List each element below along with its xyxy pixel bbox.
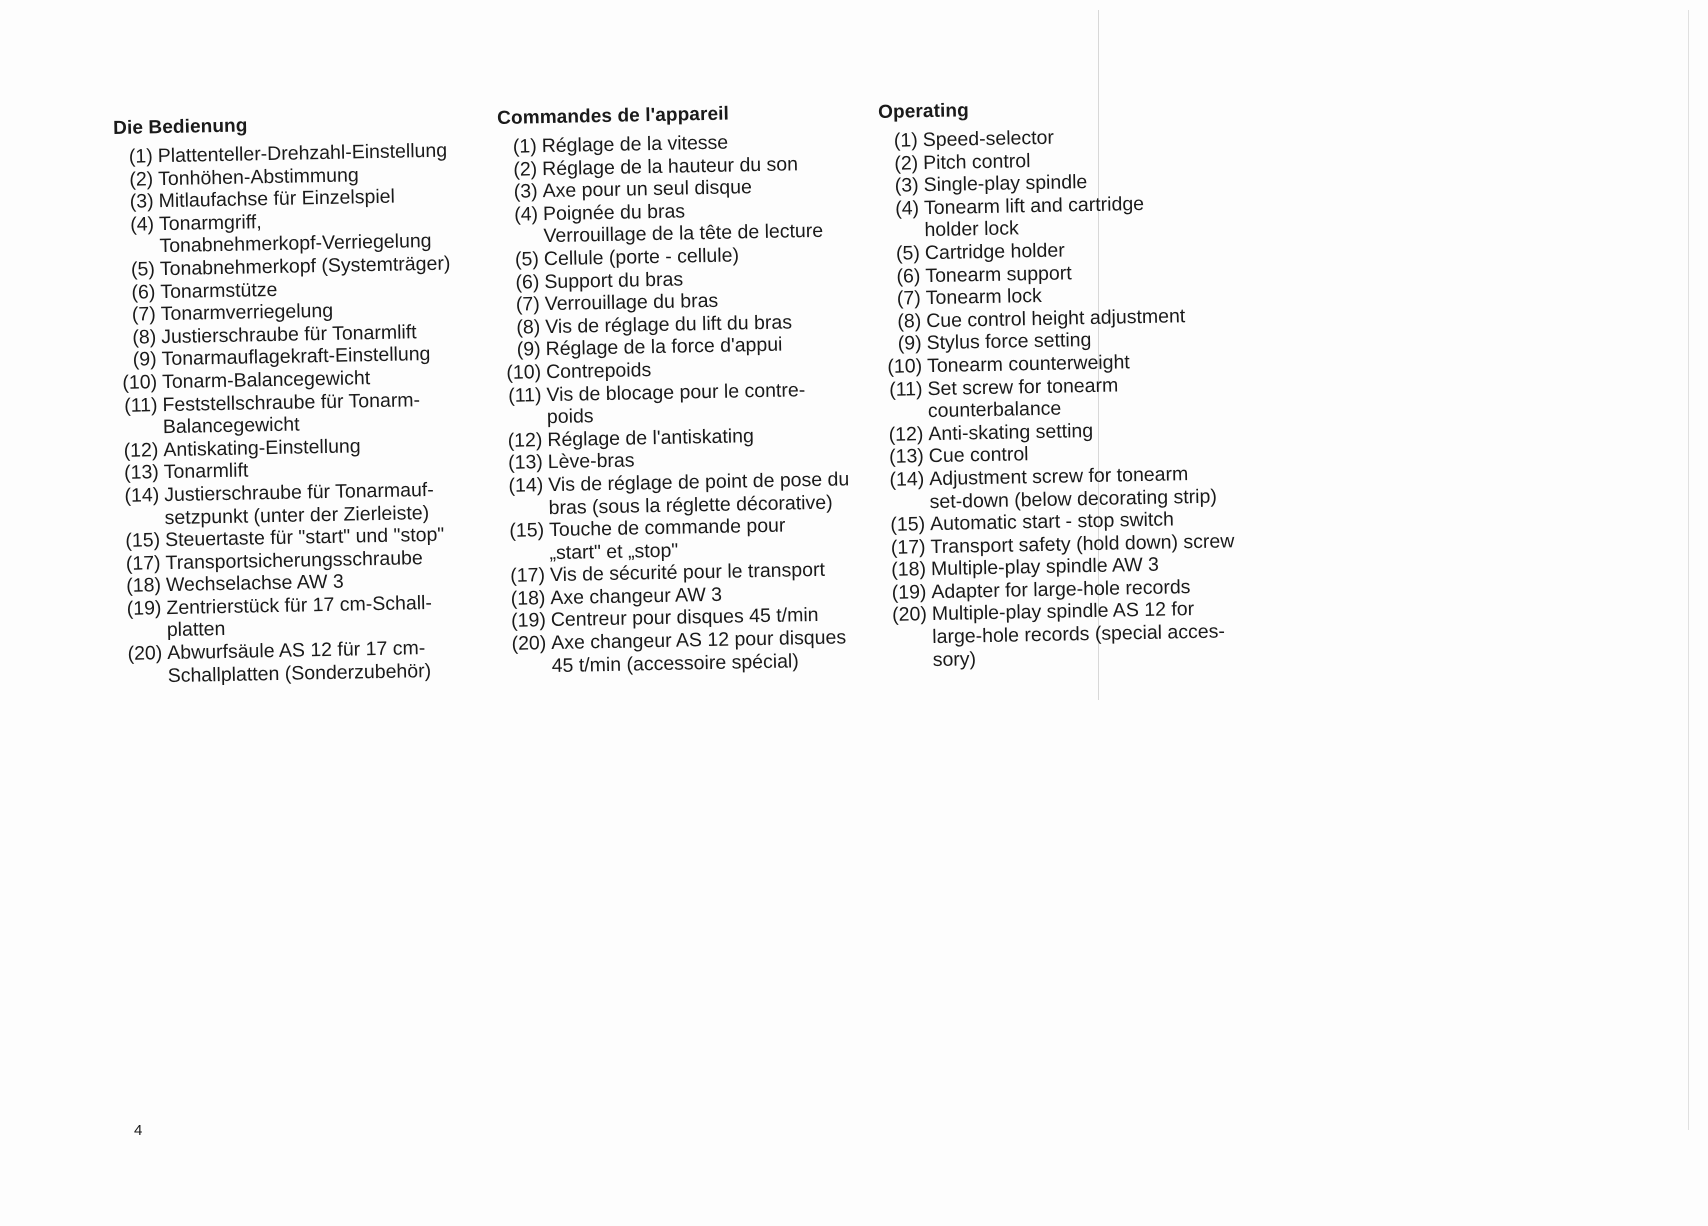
item-number: (2)	[894, 151, 919, 175]
item-text: Wechselachse AW 3	[165, 570, 344, 597]
item-text: Tonearm lock	[925, 285, 1042, 310]
item-number: (4)	[894, 197, 920, 220]
item-number: (14)	[889, 468, 925, 491]
english-item-list	[879, 122, 1289, 672]
item-number: (5)	[514, 248, 540, 271]
item-text: Tonarmauflagekraft-Einstellung	[161, 343, 431, 371]
item-text: Verrouillage du bras	[544, 289, 719, 316]
list-item	[502, 377, 903, 430]
item-text: Plattenteller-Drehzahl-Einstellung	[157, 139, 448, 168]
item-number: (17)	[510, 564, 546, 588]
item-number: (4)	[129, 213, 155, 236]
french-item-list	[498, 128, 908, 678]
item-number: (3)	[894, 174, 919, 197]
item-text: Réglage de la force d'appui	[545, 333, 783, 361]
list-item	[880, 190, 1281, 243]
item-text: Axe changeur AS 12 pour disques 45 t/min (accessoire spécial)	[551, 626, 847, 677]
item-text: Single-play spindle	[923, 171, 1088, 197]
list-item	[118, 387, 519, 440]
item-text: Tonhöhen-Abstimmung	[157, 163, 359, 190]
item-number: (3)	[129, 190, 154, 213]
item-text: Cue control height adjustment	[925, 304, 1186, 332]
item-text: Touche de commande pour „start" et „stop"	[548, 514, 786, 564]
item-number: (2)	[513, 157, 538, 181]
german-heading: Die Bedienung	[113, 115, 248, 139]
item-text: Antiskating-Einstellung	[163, 435, 361, 461]
english-column	[878, 94, 1289, 672]
item-number: (13)	[507, 451, 544, 475]
item-text: Abwurfsäule AS 12 für 17 cm- Schallplatten (Sonderzubehör)	[167, 637, 432, 687]
french-heading: Commandes de l'appareil	[497, 103, 730, 129]
list-item	[505, 512, 906, 565]
item-text: Tonearm counterweight	[926, 351, 1130, 378]
item-number: (12)	[888, 422, 924, 446]
item-number: (1)	[512, 135, 537, 158]
item-number: (7)	[896, 287, 921, 310]
item-number: (13)	[123, 461, 160, 485]
item-number: (18)	[891, 558, 927, 582]
item-number: (19)	[510, 609, 547, 633]
item-number: (19)	[126, 597, 162, 620]
item-text: Cue control	[928, 443, 1029, 468]
item-text: Zentrierstück für 17 cm-Schall- platten	[166, 591, 433, 642]
item-text: Adjustment screw for tonearm set-down (below decorating strip)	[929, 463, 1218, 513]
item-number: (6)	[131, 280, 156, 304]
item-number: (10)	[122, 371, 158, 394]
list-item	[888, 597, 1289, 672]
list-item	[499, 196, 900, 249]
item-number: (9)	[516, 338, 541, 362]
item-text: Tonarmgriff, Tonabnehmerkopf-Verriegelung	[158, 210, 432, 258]
item-number: (1)	[128, 145, 153, 168]
item-number: (3)	[513, 180, 538, 203]
item-number: (15)	[890, 513, 926, 536]
item-number: (13)	[888, 445, 925, 469]
item-text: Automatic start - stop switch	[929, 508, 1175, 536]
list-item	[120, 477, 521, 530]
item-number: (4)	[513, 203, 539, 226]
item-text: Tonarm-Balancegewicht	[161, 367, 371, 394]
item-text: Tonarmverriegelung	[160, 299, 334, 326]
item-number: (19)	[891, 581, 927, 604]
item-text: Feststellschraube für Tonarm- Balancegewicht	[162, 388, 421, 439]
item-text: Justierschraube für Tonarmauf- setzpunkt (unter der Zierleiste)	[164, 478, 434, 529]
list-item	[115, 206, 516, 259]
item-number: (9)	[132, 348, 157, 372]
list-item	[885, 461, 1286, 514]
item-number: (8)	[897, 309, 922, 333]
german-column	[113, 110, 524, 688]
item-number: (10)	[506, 361, 542, 384]
page-edge-line	[1688, 10, 1689, 1130]
item-number: (6)	[896, 264, 921, 288]
item-number: (20)	[891, 603, 928, 627]
item-number: (15)	[125, 529, 161, 552]
item-text: Justierschraube für Tonarmlift	[160, 320, 417, 348]
item-text: Vis de réglage de point de pose du bras (sous la réglette décorative)	[548, 468, 850, 519]
item-number: (14)	[124, 484, 160, 507]
item-text: Anti-skating setting	[928, 419, 1094, 445]
item-text: Vis de réglage du lift du bras	[544, 311, 793, 338]
item-number: (11)	[508, 383, 542, 407]
item-text: Transport safety (hold down) screw	[930, 529, 1235, 558]
item-text: Set screw for tonearm counterbalance	[927, 373, 1119, 423]
item-number: (8)	[516, 315, 541, 339]
item-text: Vis de sécurité pour le transport	[549, 559, 826, 587]
item-text: Réglage de l'antiskating	[547, 424, 755, 451]
item-text: Multiple-play spindle AS 12 for large-hole records (special acces- sory)	[931, 598, 1226, 671]
item-text: Tonearm lift and cartridge holder lock	[923, 192, 1145, 242]
item-text: Contrepoids	[545, 359, 652, 384]
item-number: (18)	[126, 574, 162, 598]
item-number: (11)	[124, 393, 158, 417]
list-item	[123, 635, 524, 688]
item-text: Steuertaste für "start" und "stop"	[164, 523, 445, 552]
item-text: Cellule (porte - cellule)	[543, 244, 740, 271]
item-text: Transportsicherungsschraube	[165, 546, 423, 574]
item-number: (15)	[509, 519, 545, 542]
item-text: Tonarmstütze	[160, 278, 278, 303]
item-number: (8)	[132, 325, 157, 349]
item-text: Réglage de la vitesse	[541, 131, 729, 158]
item-text: Vis de blocage pour le contre- poids	[546, 378, 806, 429]
item-text: Tonarmlift	[163, 459, 249, 484]
item-number: (14)	[508, 474, 544, 497]
list-item	[883, 371, 1284, 424]
item-text: Support du bras	[544, 268, 684, 293]
french-column	[497, 100, 908, 678]
item-text: Lève-bras	[547, 449, 635, 474]
list-item	[504, 467, 905, 520]
item-number: (11)	[889, 377, 923, 401]
item-number: (5)	[895, 242, 921, 265]
item-number: (17)	[125, 551, 161, 575]
item-text: Stylus force setting	[926, 329, 1092, 355]
list-item	[507, 625, 908, 678]
item-text: Axe changeur AW 3	[550, 583, 723, 609]
english-heading: Operating	[878, 100, 970, 123]
item-number: (10)	[887, 355, 923, 378]
item-number: (7)	[515, 293, 540, 316]
item-number: (1)	[893, 129, 918, 152]
item-number: (9)	[897, 332, 922, 356]
item-text: Centreur pour disques 45 t/min	[550, 604, 819, 632]
item-text: Axe pour un seul disque	[542, 176, 753, 203]
item-text: Multiple-play spindle AW 3	[930, 553, 1160, 581]
item-text: Adapter for large-hole records	[931, 575, 1191, 603]
item-number: (12)	[507, 428, 543, 452]
page-number: 4	[134, 1122, 143, 1139]
item-number: (20)	[511, 632, 547, 655]
item-text: Réglage de la hauteur du son	[541, 152, 799, 180]
item-text: Poignée du bras Verrouillage de la tête de lecture	[542, 200, 824, 248]
german-item-list	[114, 138, 524, 688]
item-number: (6)	[515, 270, 540, 294]
item-number: (18)	[510, 587, 546, 610]
item-text: Speed-selector	[922, 126, 1055, 152]
item-number: (12)	[123, 438, 159, 462]
item-number: (20)	[127, 642, 163, 665]
item-number: (17)	[890, 535, 926, 559]
item-text: Tonearm support	[925, 261, 1072, 287]
item-text: Mitlaufachse für Einzelspiel	[158, 185, 396, 213]
item-number: (7)	[131, 303, 156, 326]
item-text: Cartridge holder	[924, 239, 1065, 265]
item-number: (2)	[129, 167, 154, 191]
item-text: Pitch control	[922, 149, 1031, 174]
item-number: (5)	[130, 258, 156, 281]
item-text: Tonabnehmerkopf (Systemträger)	[159, 252, 451, 281]
list-item	[122, 590, 523, 643]
